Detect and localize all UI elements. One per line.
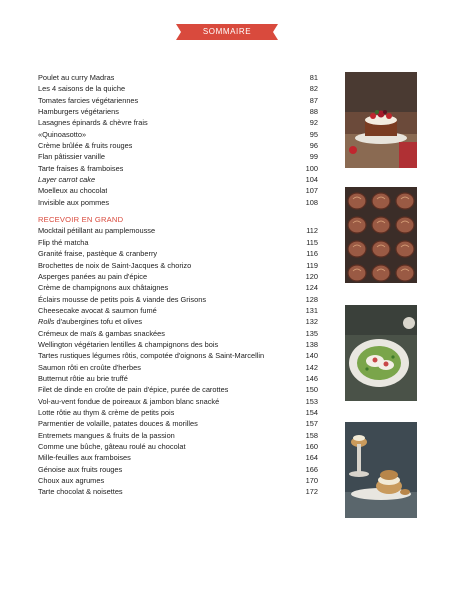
- entry-page-number: 82: [309, 84, 318, 94]
- entry-title: Granité fraise, pastèque & cranberry: [38, 249, 158, 259]
- entry-page-number: 119: [306, 260, 318, 270]
- toc-entry-granite-fraise-pasteque-cranberry: [38, 248, 318, 259]
- entry-title: Les 4 saisons de la quiche: [38, 84, 126, 94]
- toc-entry-les-4-saisons-de-la-quiche: [38, 83, 318, 94]
- entry-title: Choux aux agrumes: [38, 476, 105, 486]
- toc-entry-tartes-rustiques-legumes-rotis-compotee-: [38, 350, 318, 361]
- photo-palmiers: [345, 187, 417, 283]
- entry-title: Vol-au-vent fondue de poireaux & jambon blanc snacké: [38, 396, 220, 406]
- entry-title: Asperges panées au pain d'épice: [38, 271, 148, 281]
- entry-page-number: 92: [309, 118, 318, 128]
- entry-page-number: 142: [305, 362, 318, 372]
- toc-entry-saumon-roti-en-croute-d-herbes: [38, 362, 318, 373]
- entry-page-number: 150: [305, 385, 318, 395]
- entry-page-number: 153: [305, 396, 318, 406]
- toc-entry-choux-aux-agrumes: [38, 475, 318, 486]
- entry-page-number: 88: [309, 107, 318, 117]
- entry-title: Génoise aux fruits rouges: [38, 464, 123, 474]
- toc-entry-rolls-d-aubergines-tofu-et-olives: [38, 316, 318, 327]
- entry-page-number: 160: [305, 442, 318, 451]
- toc-entry-cremeux-de-mais-gambas-snackees: [38, 328, 318, 339]
- entry-page-number: 116: [306, 249, 318, 259]
- toc-entry-moelleux-au-chocolat: [38, 185, 318, 196]
- photo-choux: [345, 422, 417, 518]
- entry-page-number: 164: [305, 453, 318, 463]
- page-title: SOMMAIRE: [202, 27, 252, 36]
- entry-title: Saumon rôti en croûte d'herbes: [38, 362, 141, 372]
- entry-title: Tomates farcies végétariennes: [38, 95, 139, 105]
- toc-entry-butternut-rotie-au-brie-truffe: [38, 373, 318, 384]
- entry-page-number: 146: [305, 373, 318, 383]
- entry-page-number: 140: [305, 351, 318, 361]
- entry-title: Wellington végétarien lentilles & champignons des bois: [38, 339, 219, 349]
- toc-entry-asperges-panees-au-pain-d-epice: [38, 271, 318, 282]
- entry-page-number: 104: [305, 175, 318, 185]
- entry-page-number: 154: [305, 407, 318, 417]
- toc-entry-invisible-aux-pommes: [38, 197, 318, 208]
- entry-title: Brochettes de noix de Saint-Jacques & chorizo: [38, 260, 192, 270]
- toc-entry-tarte-fraises-framboises: [38, 163, 318, 174]
- entry-page-number: 124: [305, 283, 318, 293]
- entry-page-number: 120: [305, 271, 318, 281]
- toc-entry-eclairs-mousse-de-petits-pois-viande-des: [38, 294, 318, 305]
- entry-page-number: 158: [305, 430, 318, 440]
- entry-page-number: 135: [305, 328, 318, 338]
- section-heading-recevoir: RECEVOIR EN GRAND: [38, 215, 124, 225]
- entry-page-number: 157: [305, 419, 318, 429]
- toc-entry-poulet-au-curry-madras: [38, 72, 318, 83]
- entry-page-number: 108: [305, 197, 318, 207]
- entry-page-number: 81: [309, 73, 318, 82]
- recipe-list-recevoir: [38, 225, 318, 497]
- entry-page-number: 170: [305, 476, 318, 486]
- toc-entry-comme-une-buche-gateau-roule-au-chocolat: [38, 441, 318, 452]
- entry-title: Invisible aux pommes: [38, 197, 110, 207]
- entry-title: Poulet au curry Madras: [38, 73, 115, 82]
- entry-page-number: 112: [306, 226, 318, 236]
- toc-entry-creme-brulee-fruits-rouges: [38, 140, 318, 151]
- toc-entry-flan-patissier-vanille: [38, 151, 318, 162]
- entry-title: Filet de dinde en croûte de pain d'épice, purée de carottes: [38, 385, 229, 395]
- entry-page-number: 132: [305, 317, 318, 327]
- entry-page-number: 87: [309, 95, 318, 105]
- toc-entry-hamburgers-vegetariens: [38, 106, 318, 117]
- entry-title: Cheesecake avocat & saumon fumé: [38, 305, 157, 315]
- toc-entry-entremets-mangues-fruits-de-la-passion: [38, 430, 318, 441]
- toc-entry-layer-carrot-cake: [38, 174, 318, 185]
- entry-title: «Quinoasotto»: [38, 129, 87, 139]
- toc-entry-mocktail-petillant-au-pamplemousse: [38, 225, 318, 236]
- toc-entry-lotte-rotie-au-thym-creme-de-petits-pois: [38, 407, 318, 418]
- entry-title: Moelleux au chocolat: [38, 186, 108, 196]
- recipe-list-main: [38, 72, 318, 208]
- entry-page-number: 99: [309, 152, 318, 162]
- entry-title: Parmentier de volaille, patates douces & morilles: [38, 419, 198, 429]
- toc-entry-wellington-vegetarien-lentilles-champign: [38, 339, 318, 350]
- entry-title: Crème brûlée & fruits rouges: [38, 141, 133, 151]
- photo-pea-dish: [345, 305, 417, 401]
- toc-entry-filet-de-dinde-en-croute-de-pain-d-epice: [38, 384, 318, 395]
- entry-title: Butternut rôtie au brie truffé: [38, 373, 128, 383]
- entry-page-number: 138: [305, 339, 318, 349]
- entry-page-number: 166: [305, 464, 318, 474]
- entry-title: Flan pâtissier vanille: [38, 152, 105, 162]
- toc-entry-quinoasotto: [38, 129, 318, 140]
- entry-page-number: 115: [306, 237, 318, 247]
- entry-title: Éclairs mousse de petits pois & viande des Grisons: [38, 294, 207, 304]
- toc-entry-creme-de-champignons-aux-chataignes: [38, 282, 318, 293]
- entry-title: Mocktail pétillant au pamplemousse: [38, 226, 156, 236]
- toc-entry-tarte-chocolat-noisettes: [38, 486, 318, 497]
- entry-page-number: 107: [305, 186, 318, 196]
- toc-entry-parmentier-de-volaille-patates-douces-mo: [38, 418, 318, 429]
- entry-page-number: 131: [305, 305, 318, 315]
- toc-entry-cheesecake-avocat-saumon-fume: [38, 305, 318, 316]
- entry-title: Crémeux de maïs & gambas snackées: [38, 328, 165, 338]
- entry-page-number: 128: [305, 294, 318, 304]
- table-of-contents: [38, 72, 318, 498]
- entry-page-number: 172: [305, 487, 318, 497]
- entry-title: Layer carrot cake: [38, 175, 96, 185]
- photo-berry-cake: [345, 72, 417, 168]
- entry-title: Lotte rôtie au thym & crème de petits pois: [38, 407, 175, 417]
- entry-title: Lasagnes épinards & chèvre frais: [38, 118, 148, 128]
- toc-entry-mille-feuilles-aux-framboises: [38, 452, 318, 463]
- entry-title: Flip thé matcha: [38, 237, 89, 247]
- entry-title: Tarte chocolat & noisettes: [38, 487, 123, 497]
- entry-title: Entremets mangues & fruits de la passion: [38, 430, 175, 440]
- entry-title: Tarte fraises & framboises: [38, 163, 124, 173]
- toc-entry-brochettes-de-noix-de-saint-jacques-chor: [38, 260, 318, 271]
- entry-title: Comme une bûche, gâteau roulé au chocolat: [38, 442, 186, 451]
- entry-title: Hamburgers végétariens: [38, 107, 119, 117]
- toc-entry-lasagnes-epinards-chevre-frais: [38, 117, 318, 128]
- entry-title: Crème de champignons aux châtaignes: [38, 283, 169, 293]
- title-banner: [176, 24, 278, 40]
- toc-entry-genoise-aux-fruits-rouges: [38, 464, 318, 475]
- entry-title: Rolls d'aubergines tofu et olives: [38, 317, 143, 327]
- entry-page-number: 96: [309, 141, 318, 151]
- toc-entry-flip-the-matcha: [38, 237, 318, 248]
- toc-entry-tomates-farcies-vegetariennes: [38, 95, 318, 106]
- entry-page-number: 95: [309, 129, 318, 139]
- toc-entry-vol-au-vent-fondue-de-poireaux-jambon-bl: [38, 396, 318, 407]
- entry-title: Tartes rustiques légumes rôtis, compotée d'oignons & Saint-Marcellin: [38, 351, 265, 361]
- entry-title: Mille-feuilles aux framboises: [38, 453, 131, 463]
- entry-page-number: 100: [305, 163, 318, 173]
